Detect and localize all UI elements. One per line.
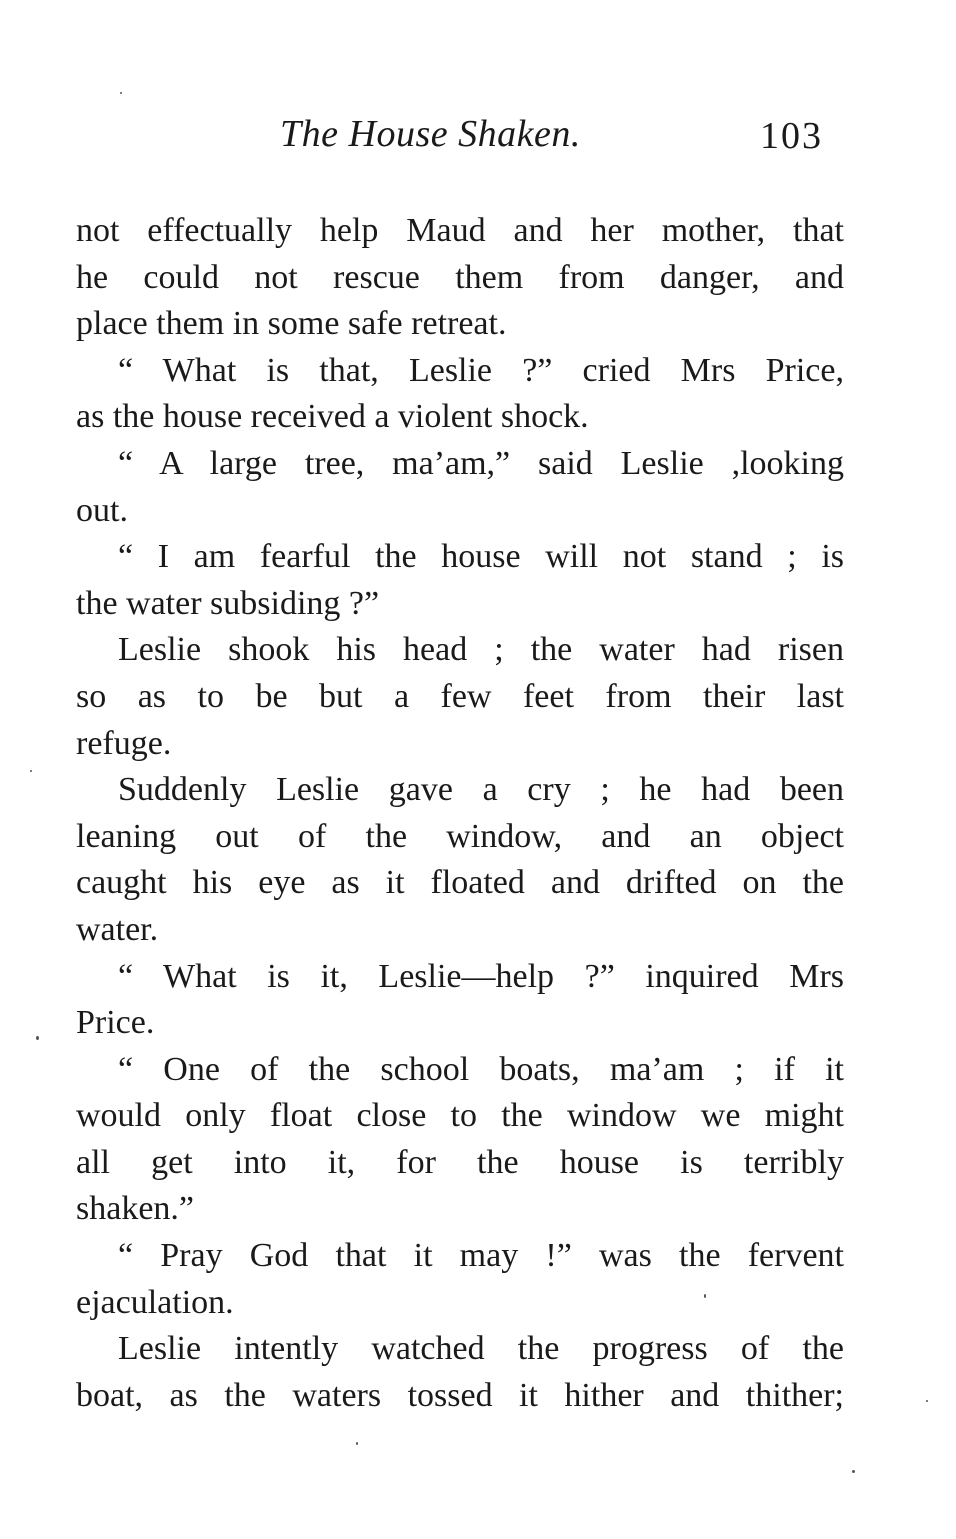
text-line: “ One of the school boats, ma’am ; if it — [118, 1050, 844, 1088]
text-line: “ Pray God that it may !” was the fervent — [118, 1237, 844, 1275]
text-line: leaning out of the window, and an object — [76, 817, 844, 855]
scan-speck — [852, 1470, 855, 1473]
text-line: caught his eye as it floated and drifted on the — [76, 864, 844, 902]
body-text — [76, 208, 844, 1419]
text-line: refuge. — [76, 724, 172, 762]
text-line: Price. — [76, 1004, 155, 1042]
text-line: “ A large tree, ma’am,” said Leslie ,looking — [118, 444, 844, 482]
running-title: The House Shaken. — [280, 113, 581, 155]
text-line: so as to be but a few feet from their last — [76, 677, 844, 715]
text-line: “ What is that, Leslie ?” cried Mrs Price, — [118, 351, 844, 389]
scan-speck — [120, 92, 122, 94]
text-line: shaken.” — [76, 1190, 195, 1228]
text-line: Leslie intently watched the progress of the — [118, 1330, 844, 1368]
text-line: would only float close to the window we might — [76, 1097, 844, 1135]
text-line: “ I am fearful the house will not stand ; is — [118, 538, 844, 576]
page-number: 103 — [760, 115, 823, 157]
text-line: ejaculation. — [76, 1283, 234, 1321]
text-line: “ What is it, Leslie—help ?” inquired Mrs — [118, 957, 844, 995]
text-line: Leslie shook his head ; the water had risen — [118, 631, 844, 669]
text-line: Suddenly Leslie gave a cry ; he had been — [118, 771, 844, 809]
text-line: as the house received a violent shock. — [76, 398, 589, 436]
text-line: not effectually help Maud and her mother, that — [76, 212, 844, 249]
scan-speck — [36, 1036, 39, 1040]
text-line: boat, as the waters tossed it hither and thither; — [76, 1376, 844, 1414]
scan-speck — [704, 1294, 706, 1298]
scan-speck — [30, 770, 32, 772]
text-line: out. — [76, 491, 128, 529]
scan-speck — [356, 1442, 358, 1445]
text-line: place them in some safe retreat. — [76, 305, 507, 343]
text-line: all get into it, for the house is terribly — [76, 1143, 844, 1181]
scan-speck — [926, 1400, 928, 1402]
text-line: water. — [76, 910, 159, 948]
text-line: the water subsiding ?” — [76, 584, 380, 622]
page-header — [0, 112, 956, 172]
text-line: he could not rescue them from danger, and — [76, 258, 844, 296]
